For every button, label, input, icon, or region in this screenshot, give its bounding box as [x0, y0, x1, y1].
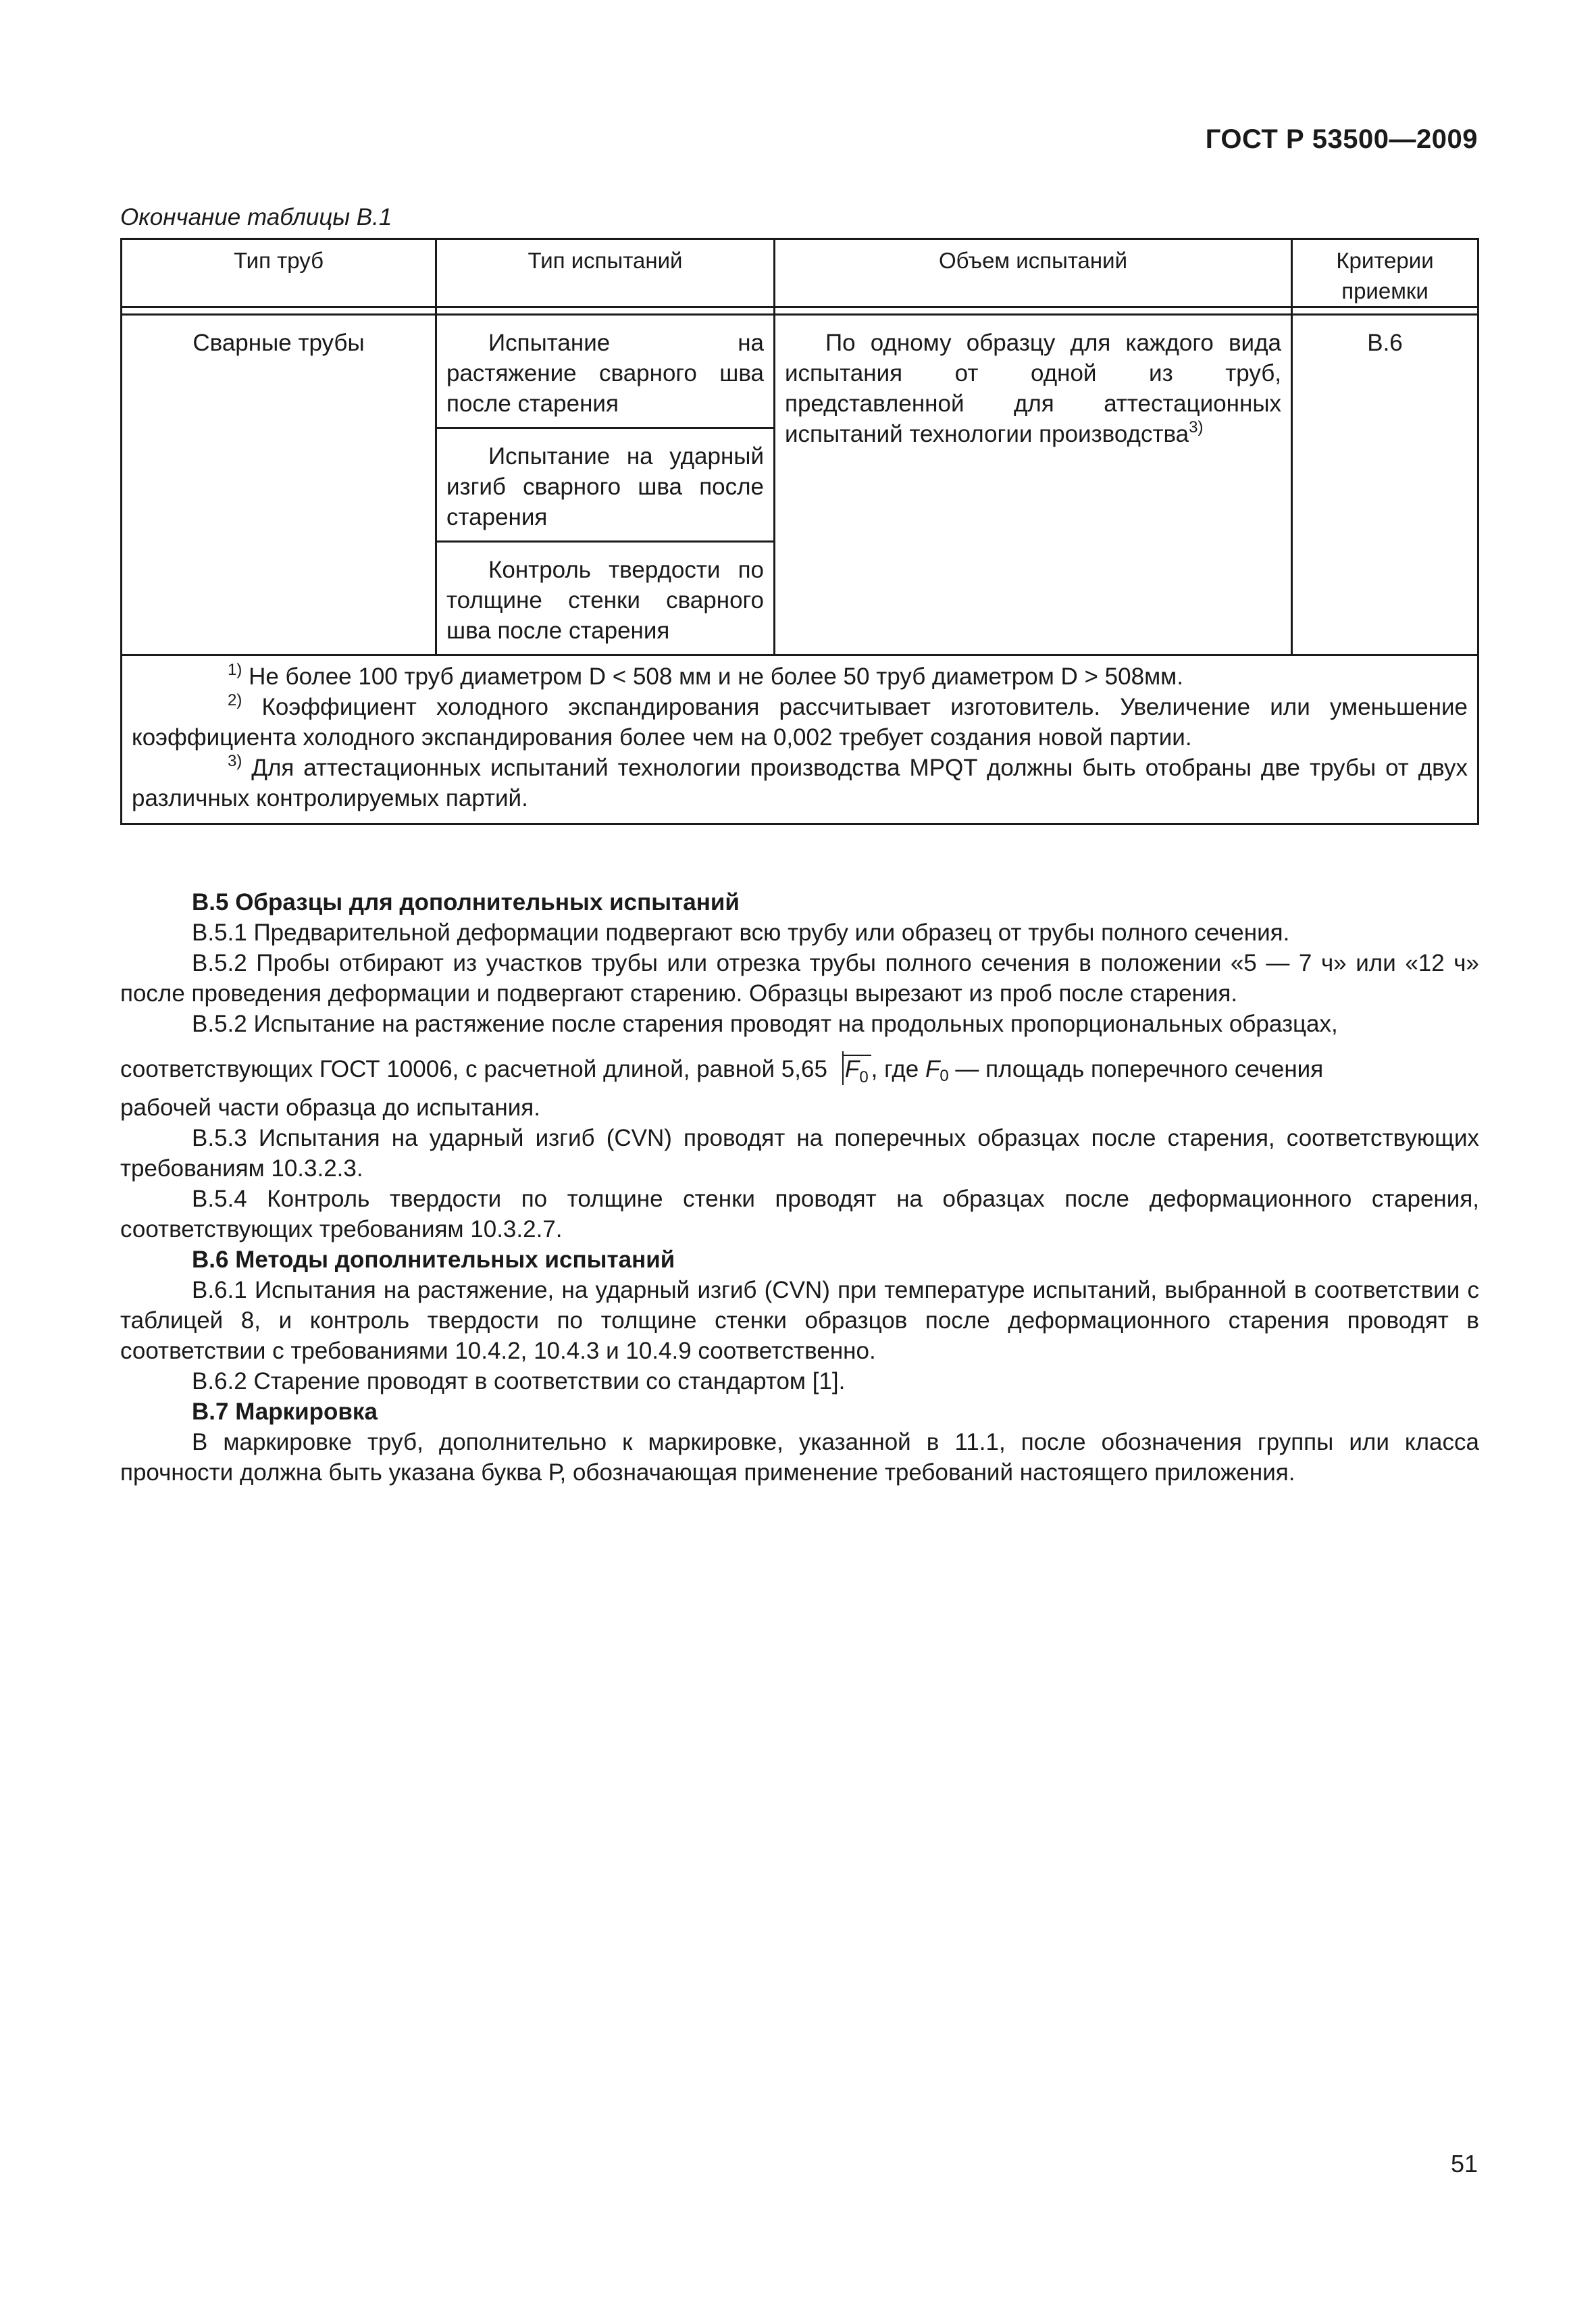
page-number: 51	[1450, 2150, 1478, 2178]
paragraph-b7: В маркировке труб, дополнительно к маркировке, указанной в 11.1, после обозначения группы или класса прочности должна быть указана буква Р, обозначающая применение требований настоящего приложения.	[120, 1429, 1479, 1486]
square-root-formula: $F_0$	[827, 1054, 871, 1092]
header-separator	[122, 307, 1478, 315]
acceptance-criteria-cell: В.6	[1292, 315, 1478, 655]
standard-designation: ГОСТ Р 53500—2009	[1205, 124, 1478, 154]
table-row	[122, 315, 1478, 428]
footnote-ref: 3)	[1189, 418, 1204, 436]
test-volume-cell: По одному образцу для каждого вида испытания от одной из труб, представленной для аттестационных испытаний технологии производства$^{3)}$	[775, 315, 1292, 655]
paragraph-b52a: В.5.2 Пробы отбирают из участков трубы или отрезка трубы полного сечения в положении «5 — 7 ч» или «12 ч» после проведения деформации и подвергают старению. Образцы вырезают из проб после старения.	[120, 950, 1479, 1007]
paragraph-b52c: рабочей части образца до испытания.	[120, 1095, 540, 1121]
paragraph-b61: В.6.1 Испытания на растяжение, на ударный изгиб (CVN) при температуре испытаний, выбранной в соответствии с таблицей 8, и контроль твердости по толщине стенки образцов после деформационного старения проводят в соответствии с требованиями 10.4.2, 10.4.3 и 10.4.9 соответственно.	[120, 1277, 1479, 1364]
column-header-acceptance-criteria: Критерии приемки	[1292, 239, 1478, 307]
column-header-test-volume: Объем испытаний	[775, 239, 1292, 307]
pipe-type-cell: Сварные трубы	[122, 315, 436, 655]
document-body	[120, 887, 1479, 1488]
table-notes-row	[122, 655, 1478, 824]
test-type-cell: Испытание на ударный изгиб сварного шва после старения	[436, 428, 775, 542]
tests-table	[120, 238, 1479, 825]
section-heading-b5: В.5 Образцы для дополнительных испытаний	[192, 889, 740, 915]
table-caption: Окончание таблицы В.1	[120, 204, 392, 230]
table-header-row	[122, 239, 1478, 307]
column-header-pipe-type: Тип труб	[122, 239, 436, 307]
footnote: $^{1)}$ Не более 100 труб диаметром D < 508 мм и не более 50 труб диаметром D > 508мм.	[228, 661, 1183, 690]
paragraph-b54: В.5.4 Контроль твердости по толщине стенки проводят на образцах после деформационного старения, соответствующих требованиям 10.3.2.7.	[120, 1186, 1479, 1242]
test-type-cell: Испытание на растяжение сварного шва после старения	[436, 315, 775, 428]
paragraph-b62: В.6.2 Старение проводят в соответствии со стандартом [1].	[192, 1368, 846, 1394]
footnote: $^{2)}$ Коэффициент холодного экспандирования рассчитывает изготовитель. Увеличение или уменьшение коэффициента холодного экспандирования более чем на 0,002 требует создания новой партии.	[132, 691, 1468, 751]
paragraph-b51: В.5.1 Предварительной деформации подвергают всю трубу или образец от трубы полного сечения.	[192, 920, 1290, 946]
paragraph-b53: В.5.3 Испытания на ударный изгиб (CVN) проводят на поперечных образцах после старения, соответствующих требованиям 10.3.2.3.	[120, 1125, 1479, 1182]
footnote: $^{3)}$ Для аттестационных испытаний технологии производства MPQT должны быть отобраны две трубы от двух различных контролируемых партий.	[132, 752, 1468, 811]
column-header-test-type: Тип испытаний	[436, 239, 775, 307]
table-notes	[122, 655, 1478, 824]
section-heading-b6: В.6 Методы дополнительных испытаний	[192, 1247, 675, 1273]
test-type-cell: Контроль твердости по толщине стенки сварного шва после старения	[436, 542, 775, 655]
section-heading-b7: В.7 Маркировка	[192, 1399, 378, 1425]
paragraph-b52b: В.5.2 Испытание на растяжение после старения проводят на продольных пропорциональных образцах,	[192, 1011, 1338, 1037]
formula-line: соответствующих ГОСТ 10006, с расчетной длиной, равной 5,65 $F_0$ , где F0 — площадь поперечного сечения	[120, 1054, 1479, 1092]
